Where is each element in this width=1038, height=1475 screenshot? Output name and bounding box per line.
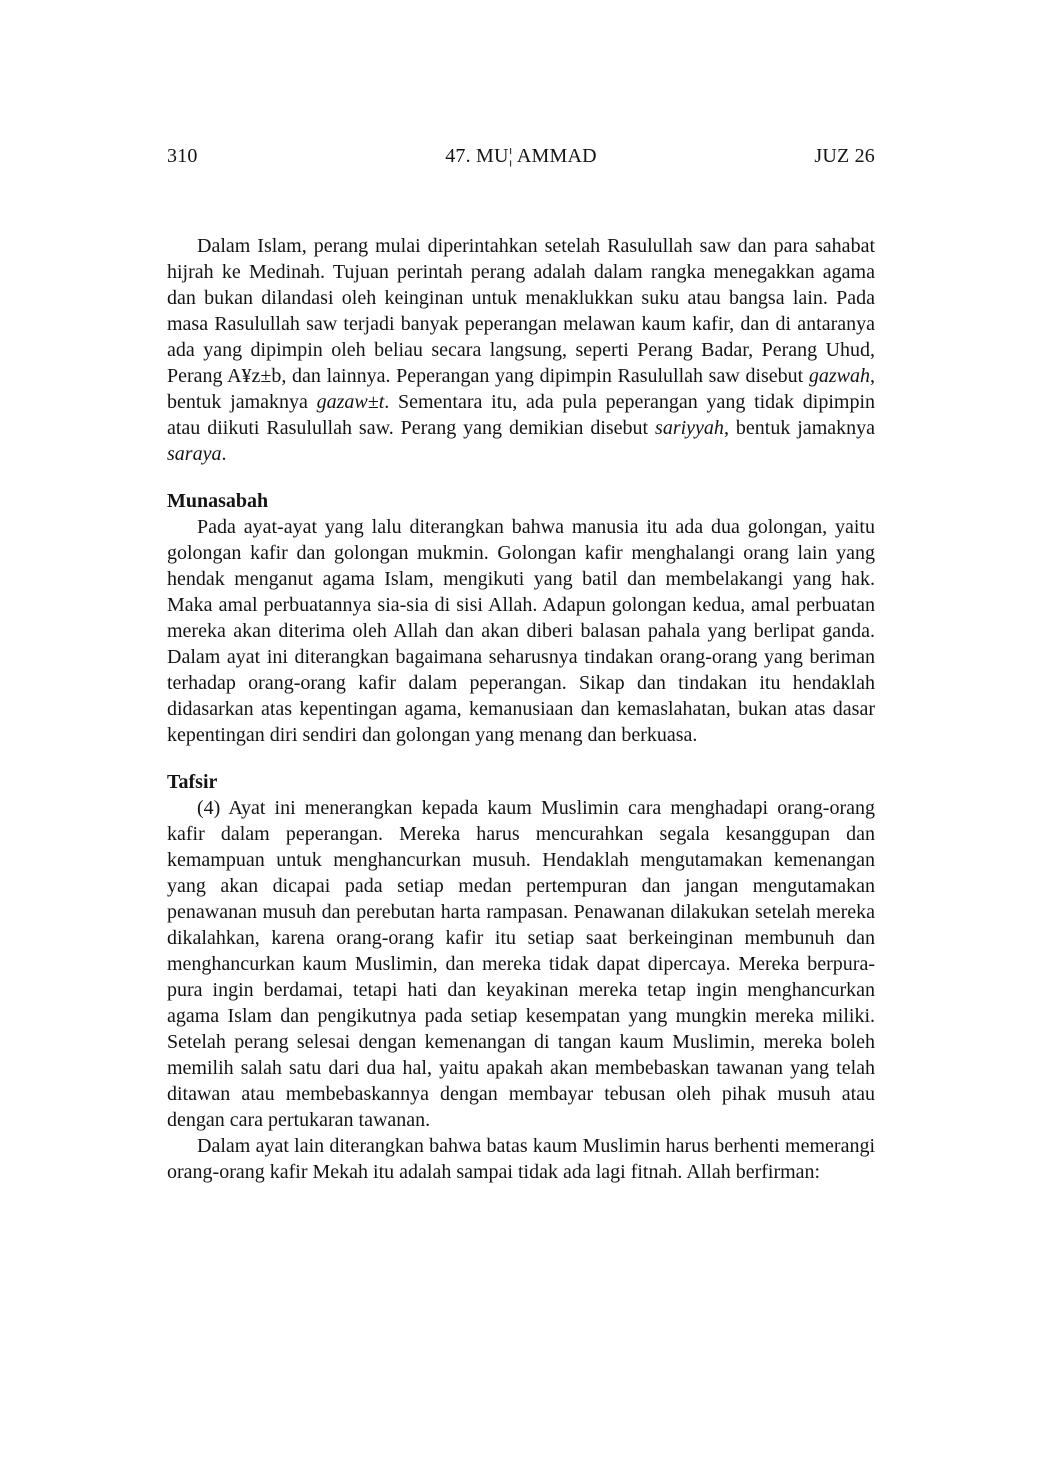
page-header [167,143,875,169]
munasabah-paragraph: Pada ayat-ayat yang lalu diterangkan bahwa manusia itu ada dua golongan, yaitu golongan kafir dan golongan mukmin. Golongan kafir menghalangi orang lain yang hendak menganut agama Islam, mengikuti yang batil dan membelakangi yang hak. Maka amal perbuatannya sia-sia di sisi Allah. Adapun golongan kedua, amal perbuatan mereka akan diterima oleh Allah dan akan diberi balasan pahala yang berlipat ganda. Dalam ayat ini diterangkan bagaimana seharusnya tindakan orang-orang yang beriman terhadap orang-orang kafir dalam peperangan. Sikap dan tindakan itu hendaklah didasarkan atas kepentingan agama, kemanusiaan dan kemaslahatan, bukan atas dasar kepentingan diri sendiri dan golongan yang menang dan berkuasa. [167,516,875,746]
page-body [167,233,875,1185]
chapter-title: 47. MU¦ AMMAD [445,145,597,167]
tafsir-heading: Tafsir [167,771,218,793]
munasabah-heading: Munasabah [167,490,269,512]
page-number: 310 [167,145,198,167]
tafsir-paragraph-2: Dalam ayat lain diterangkan bahwa batas kaum Muslimin harus berhenti memerangi orang-orang kafir Mekah itu adalah sampai tidak ada lagi fitnah. Allah berfirman: [167,1135,875,1183]
tafsir-paragraph-1: (4) Ayat ini menerangkan kepada kaum Muslimin cara menghadapi orang-orang kafir dalam peperangan. Mereka harus mencurahkan segala kesanggupan dan kemampuan untuk menghancurkan musuh. Hendaklah mengutamakan kemenangan yang akan dicapai pada setiap medan pertempuran dan jangan mengutamakan penawanan musuh dan perebutan harta rampasan. Penawanan dilakukan setelah mereka dikalahkan, karena orang-orang kafir itu setiap saat berkeinginan membunuh dan menghancurkan kaum Muslimin, dan mereka tidak dapat dipercaya. Mereka berpura-pura ingin berdamai, tetapi hati dan keyakinan mereka tetap ingin menghancurkan agama Islam dan pengikutnya pada setiap kesempatan yang mungkin mereka miliki. Setelah perang selesai dengan kemenangan di tangan kaum Muslimin, mereka boleh memilih salah satu dari dua hal, yaitu apakah akan membebaskan tawanan yang telah ditawan atau membebaskannya dengan membayar tebusan oleh pihak musuh atau dengan cara pertukaran tawanan. [167,797,875,1131]
juz-label: JUZ 26 [814,145,875,167]
intro-paragraph: Dalam Islam, perang mulai diperintahkan setelah Rasulullah saw dan para sahabat hijrah ke Medinah. Tujuan perintah perang adalah dalam rangka menegakkan agama dan bukan dilandasi oleh keinginan untuk menaklukkan suku atau bangsa lain. Pada masa Rasulullah saw terjadi banyak peperangan melawan kaum kafir, dan di antaranya ada yang dipimpin oleh beliau secara langsung, seperti Perang Badar, Perang Uhud, Perang A¥z±b, dan lainnya. Peperangan yang dipimpin Rasulullah saw disebut gazwah, bentuk jamaknya gazaw±t. Sementara itu, ada pula peperangan yang tidak dipimpin atau diikuti Rasulullah saw. Perang yang demikian disebut sariyyah, bentuk jamaknya saraya. [167,235,875,465]
